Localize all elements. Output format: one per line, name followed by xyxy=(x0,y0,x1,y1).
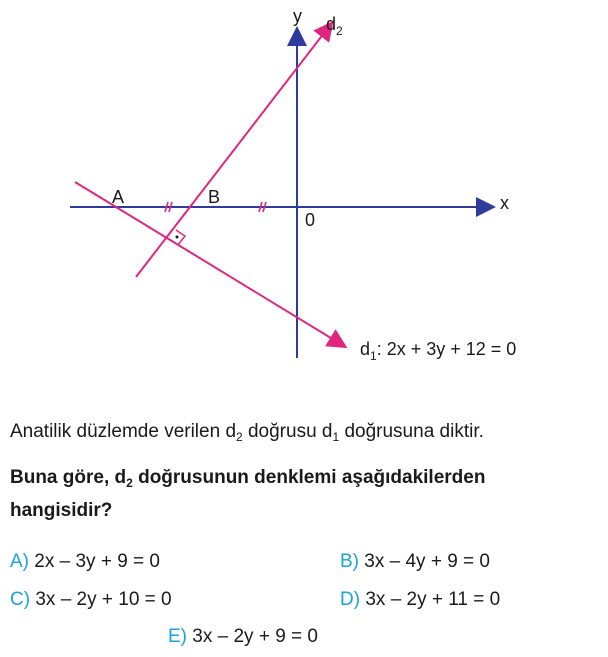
question-stem xyxy=(10,419,484,450)
option-d[interactable] xyxy=(340,588,500,612)
stem-text: Anatilik düzlemde verilen d xyxy=(10,421,237,442)
option-letter: A) xyxy=(10,551,29,572)
option-text: 3x – 2y + 9 = 0 xyxy=(192,626,318,647)
option-a[interactable] xyxy=(10,550,160,574)
question-line-1: Buna göre, $d_2$ doğrusunun denklemi aşağıdakilerden xyxy=(10,467,486,490)
stem-text: doğrusu d xyxy=(242,421,333,442)
stem-subscript: 2 xyxy=(236,430,243,444)
option-e[interactable] xyxy=(168,625,318,649)
option-text: 2x – 3y + 9 = 0 xyxy=(34,551,160,572)
axis-x-label: x xyxy=(500,193,509,213)
option-letter: D) xyxy=(340,589,361,610)
question-prompt xyxy=(10,464,485,525)
axis-y-label: y xyxy=(293,6,302,26)
option-c[interactable] xyxy=(10,588,172,612)
option-letter: E) xyxy=(168,626,187,647)
stem-subscript: 1 xyxy=(332,430,340,444)
origin-label: 0 xyxy=(305,210,316,230)
line-d1-label: $d_1$: 2x + 3y + 12 = 0 xyxy=(360,339,517,363)
question-line-2: hangisidir? xyxy=(10,500,113,521)
line-d2-label: $d_2$ xyxy=(326,14,343,38)
option-text: 3x – 2y + 10 = 0 xyxy=(35,589,172,610)
option-text: 3x – 2y + 11 = 0 xyxy=(365,589,501,610)
point-b-label: B xyxy=(208,187,221,207)
line-d2 xyxy=(136,24,331,277)
option-letter: B) xyxy=(340,551,359,572)
point-a-label: A xyxy=(112,187,125,207)
option-text: 3x – 4y + 9 = 0 xyxy=(364,551,490,572)
option-b[interactable] xyxy=(340,550,490,574)
right-angle-dot xyxy=(176,236,179,239)
option-letter: C) xyxy=(10,589,31,610)
stem-text: doğrusuna diktir. xyxy=(339,421,484,442)
